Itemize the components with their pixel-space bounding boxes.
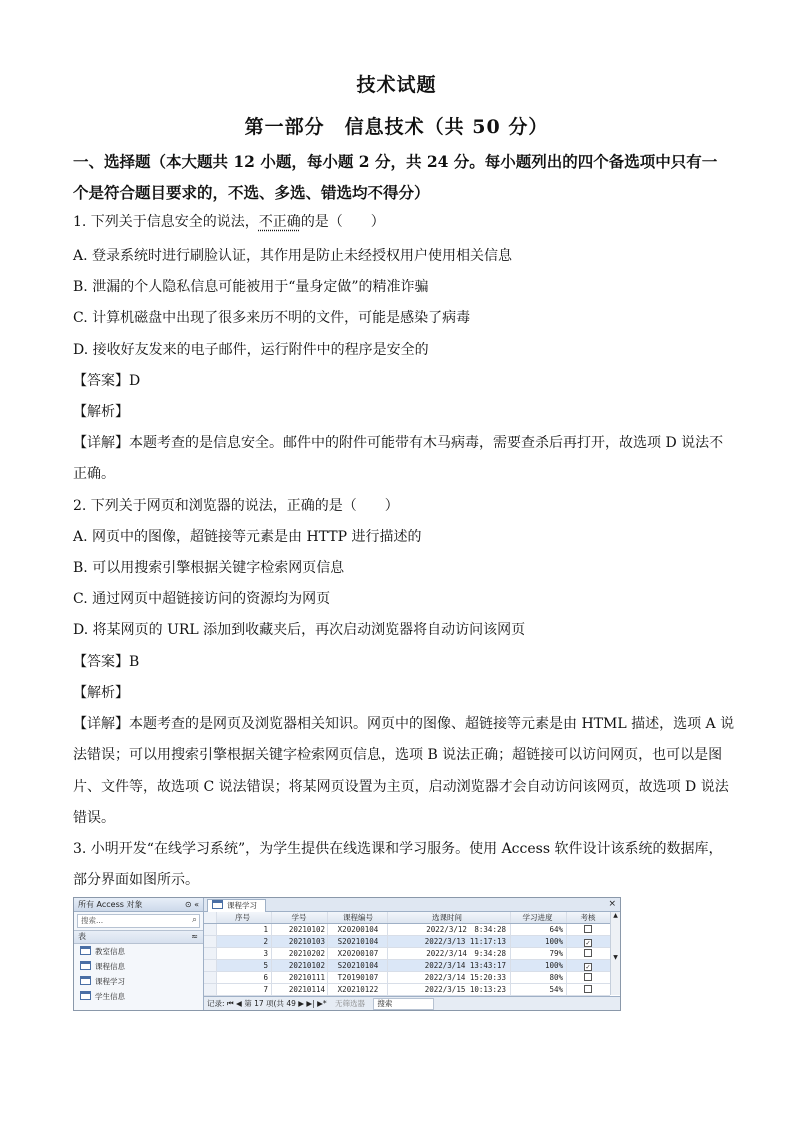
q3-stem-line1: 3. 小明开发“在线学习系统”，为学生提供在线选课和学习服务。使用 Access 软件设计该系统的数据库，: [73, 841, 723, 857]
checkbox-unchecked[interactable]: [584, 985, 592, 993]
checkbox-checked[interactable]: ✓: [585, 939, 591, 947]
q1-answer: 【答案】D: [73, 373, 141, 389]
cell-student-id[interactable]: 20210102: [273, 924, 328, 935]
table-icon: [212, 900, 223, 909]
cell-progress[interactable]: 100%: [512, 936, 567, 947]
cell-enroll-time[interactable]: 2022/3/13 11:17:13: [388, 936, 511, 947]
row-selector[interactable]: [204, 924, 217, 935]
exam-title: 技术试题: [356, 74, 437, 96]
table-row[interactable]: [204, 924, 610, 936]
nav-group-tables[interactable]: [74, 930, 203, 944]
q1-option-b: B. 泄漏的个人隐私信息可能被用于“量身定做”的精准诈骗: [73, 279, 429, 295]
cell-id[interactable]: 2: [217, 936, 272, 947]
q2-detail-line2: 法错误；可以用搜索引擎根据关键字检索网页信息，选项 B 说法正确；超链接可以访问网页，也可以是图: [73, 747, 723, 763]
q1-analysis-label: 【解析】: [73, 404, 129, 420]
cell-course-id[interactable]: X20210122: [329, 984, 388, 995]
q1-stem-emphasis: 不正确: [258, 214, 301, 230]
q1-option-a: A. 登录系统时进行刷脸认证，其作用是防止未经授权用户使用相关信息: [73, 248, 513, 264]
search-icon[interactable]: ⌕: [191, 915, 197, 925]
table-row[interactable]: [204, 960, 610, 972]
table-row[interactable]: [204, 936, 610, 948]
nav-search-input[interactable]: [77, 914, 200, 928]
cell-student-id[interactable]: 20210111: [273, 972, 328, 983]
q2-option-a: A. 网页中的图像，超链接等元素是由 HTTP 进行描述的: [73, 529, 422, 545]
q2-option-d: D. 将某网页的 URL 添加到收藏夹后，再次启动浏览器将自动访问该网页: [73, 622, 526, 638]
cell-enroll-time[interactable]: 2022/3/14 13:43:17: [388, 960, 511, 971]
cell-assessment: [568, 984, 608, 995]
cell-assessment: [568, 972, 608, 983]
nav-group-label: 表: [78, 932, 86, 941]
cell-progress[interactable]: 79%: [512, 948, 567, 959]
nav-item-label: 学生信息: [95, 992, 125, 1001]
column-header[interactable]: 考核: [580, 913, 596, 922]
record-navigator[interactable]: 记录: ⏮ ◀ 第 17 项(共 49 ▶ ▶| ▶*: [207, 999, 327, 1008]
collapse-icon[interactable]: «: [194, 900, 199, 909]
nav-pane-title: 所有 Access 对象: [78, 900, 143, 909]
cell-enroll-time[interactable]: 2022/3/14 9:34:28: [388, 948, 511, 959]
table-header-row: [204, 912, 610, 924]
nav-item-label: 教室信息: [95, 947, 125, 956]
no-filter-label[interactable]: 无筛选器: [335, 999, 365, 1008]
navigation-pane: [74, 898, 204, 1010]
checkbox-unchecked[interactable]: [584, 925, 592, 933]
q2-detail-line4: 错误。: [73, 810, 115, 826]
table-icon: [80, 961, 91, 970]
dropdown-icon[interactable]: ⊙: [184, 900, 192, 909]
cell-enroll-time[interactable]: 2022/3/14 15:20:33: [388, 972, 511, 983]
table-icon: [80, 946, 91, 955]
nav-pane-header[interactable]: [74, 898, 203, 912]
q2-analysis-label: 【解析】: [73, 685, 129, 701]
q1-detail-line2: 正确。: [73, 466, 115, 482]
table-row[interactable]: [204, 984, 610, 996]
cell-progress[interactable]: 64%: [512, 924, 567, 935]
document-tab-bar: [204, 898, 620, 912]
q1-stem-post: 的是（ ）: [300, 214, 385, 230]
q2-detail-line3: 片、文件等，故选项 C 说法错误；将某网页设置为主页，启动浏览器才会自动访问该网页，故选项 D 说法: [73, 779, 729, 795]
cell-id[interactable]: 3: [217, 948, 272, 959]
row-selector[interactable]: [204, 948, 217, 959]
q1-stem: [73, 211, 385, 231]
cell-id[interactable]: 1: [217, 924, 272, 935]
tab-course-study[interactable]: [207, 899, 266, 912]
part-title: 第一部分 信息技术（共 50 分）: [244, 116, 549, 138]
cell-student-id[interactable]: 20210102: [273, 960, 328, 971]
cell-progress[interactable]: 54%: [512, 984, 567, 995]
cell-id[interactable]: 5: [217, 960, 272, 971]
table-row[interactable]: [204, 972, 610, 984]
checkbox-checked[interactable]: ✓: [585, 963, 591, 971]
cell-enroll-time[interactable]: 2022/3/12 8:34:28: [388, 924, 511, 935]
nav-item-table[interactable]: [74, 974, 203, 989]
cell-assessment: [568, 948, 608, 959]
vertical-scrollbar[interactable]: ▲ ▼: [610, 912, 620, 995]
checkbox-unchecked[interactable]: [584, 973, 592, 981]
record-search-input[interactable]: 搜索: [373, 998, 434, 1010]
datasheet-area: [204, 898, 620, 1010]
table-row[interactable]: [204, 948, 610, 960]
nav-item-label: 课程信息: [95, 962, 125, 971]
q2-answer: 【答案】B: [73, 654, 140, 670]
record-navigation-bar: [204, 996, 620, 1010]
cell-progress[interactable]: 100%: [512, 960, 567, 971]
cell-student-id[interactable]: 20210103: [273, 936, 328, 947]
column-header[interactable]: 学号: [273, 912, 328, 923]
q2-option-c: C. 通过网页中超链接访问的资源均为网页: [73, 591, 331, 607]
table-icon: [80, 976, 91, 985]
nav-item-table[interactable]: [74, 959, 203, 974]
q1-stem-pre: 1. 下列关于信息安全的说法，: [73, 214, 259, 230]
cell-course-id[interactable]: X20200104: [329, 924, 388, 935]
nav-item-table[interactable]: [74, 944, 203, 959]
nav-item-table[interactable]: [74, 989, 203, 1004]
row-selector[interactable]: [204, 984, 217, 995]
q3-stem-line2: 部分界面如图所示。: [73, 872, 199, 888]
cell-enroll-time[interactable]: 2022/3/15 10:13:23: [388, 984, 511, 995]
cell-student-id[interactable]: 20210114: [273, 984, 328, 995]
section-heading-line2: 个是符合题目要求的，不选、多选、错选均不得分）: [73, 183, 430, 202]
cell-course-id[interactable]: T20190107: [329, 972, 388, 983]
column-header[interactable]: 课程编号: [329, 912, 388, 923]
cell-assessment: [568, 936, 608, 947]
tab-label: 课程学习: [227, 901, 257, 910]
column-header[interactable]: 选课时间: [388, 912, 511, 923]
column-header[interactable]: 序号: [217, 912, 272, 923]
q1-option-d: D. 接收好友发来的电子邮件，运行附件中的程序是安全的: [73, 342, 429, 358]
cell-assessment: [568, 924, 608, 935]
row-selector[interactable]: [204, 960, 217, 971]
q2-option-b: B. 可以用搜索引擎根据关键字检索网页信息: [73, 560, 345, 576]
cell-course-id[interactable]: S20210104: [329, 936, 388, 947]
q1-detail-line1: 【详解】本题考查的是信息安全。邮件中的附件可能带有木马病毒，需要查杀后再打开，故选项 D 说法不: [73, 435, 724, 451]
row-selector-header[interactable]: [204, 912, 217, 923]
cell-assessment: [568, 960, 608, 971]
row-selector[interactable]: [204, 972, 217, 983]
cell-student-id[interactable]: 20210202: [273, 948, 328, 959]
nav-item-label: 课程学习: [95, 977, 125, 986]
close-icon[interactable]: ×: [608, 899, 616, 909]
cell-course-id[interactable]: X20200107: [329, 948, 388, 959]
access-window: [73, 897, 621, 1011]
q2-stem: 2. 下列关于网页和浏览器的说法，正确的是（ ）: [73, 498, 399, 514]
chevron-up-icon[interactable]: ≈: [191, 932, 198, 941]
datasheet-grid: [204, 912, 610, 995]
q2-detail-line1: 【详解】本题考查的是网页及浏览器相关知识。网页中的图像、超链接等元素是由 HTML 描述，选项 A 说: [73, 716, 735, 732]
table-icon: [80, 991, 91, 1000]
q1-option-c: C. 计算机磁盘中出现了很多来历不明的文件，可能是感染了病毒: [73, 310, 471, 326]
nav-search-placeholder: 搜索...: [81, 916, 104, 925]
checkbox-unchecked[interactable]: [584, 949, 592, 957]
cell-progress[interactable]: 80%: [512, 972, 567, 983]
column-header[interactable]: 学习进度: [512, 912, 567, 923]
section-heading-line1: 一、选择题（本大题共 12 小题，每小题 2 分，共 24 分。每小题列出的四个备选项中只有一: [73, 152, 718, 171]
cell-id[interactable]: 7: [217, 984, 272, 995]
cell-id[interactable]: 6: [217, 972, 272, 983]
cell-course-id[interactable]: S20210104: [329, 960, 388, 971]
row-selector[interactable]: [204, 936, 217, 947]
